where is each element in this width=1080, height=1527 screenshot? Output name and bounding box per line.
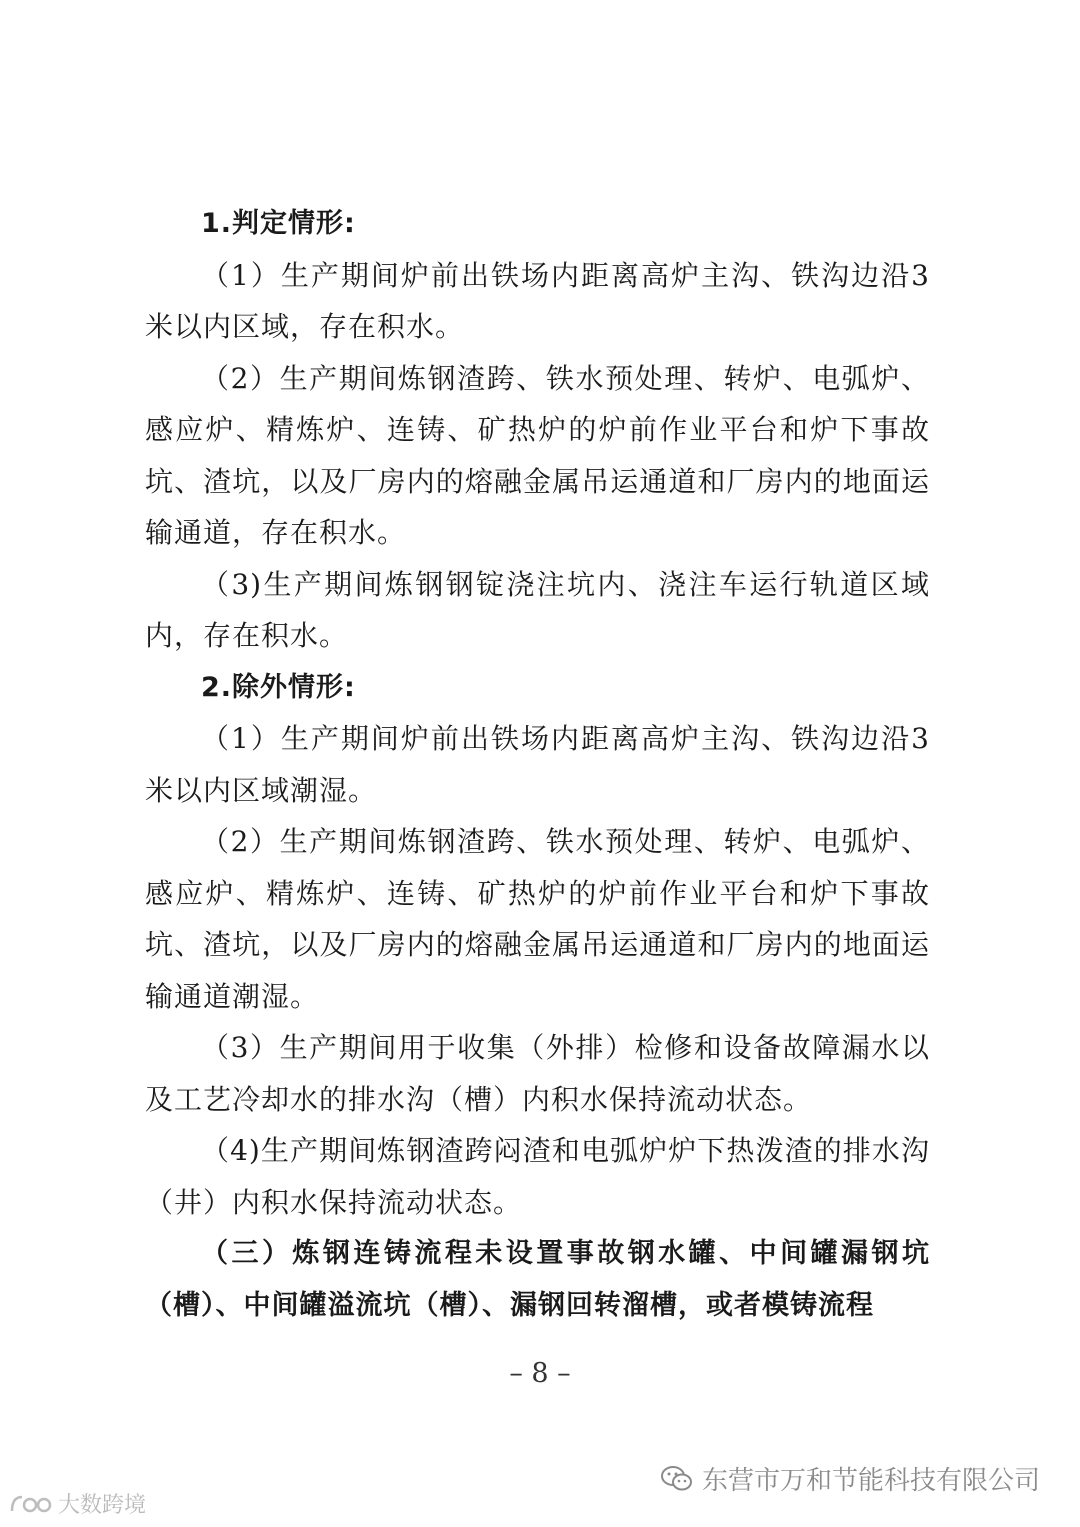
paragraph: （1）生产期间炉前出铁场内距离高炉主沟、铁沟边沿3米以内区域，存在积水。 (145, 258, 930, 343)
paragraph: （2）生产期间炼钢渣跨、铁水预处理、转炉、电弧炉、感应炉、精炼炉、连铸、矿热炉的炉前作业平台和炉下事故坑、渣坑，以及厂房内的熔融金属吊运通道和厂房内的地面运输通道潮湿。 (145, 825, 930, 1013)
paragraph: （4)生产期间炼钢渣跨闷渣和电弧炉炉下热泼渣的排水沟（井）内积水保持流动状态。 (145, 1134, 930, 1219)
paragraph: （1）生产期间炉前出铁场内距离高炉主沟、铁沟边沿3米以内区域潮湿。 (145, 722, 930, 807)
section-heading-exclusions: 2.除外情形: (201, 671, 356, 703)
watermark-company-text: 东营市万和节能科技有限公司 (701, 1466, 1040, 1496)
page-number: – 8 – (509, 1358, 571, 1389)
watermark-brand (8, 1488, 146, 1519)
wechat-icon (660, 1464, 694, 1494)
watermark-brand-text: 大数跨境 (58, 1493, 147, 1518)
section-heading-three: （三）炼钢连铸流程未设置事故钢水罐、中间罐漏钢坑（槽）、中间罐溢流坑（槽）、漏钢回转溜槽，或者模铸流程 (145, 1238, 930, 1321)
brand-logo-icon (8, 1491, 54, 1517)
paragraph: （2）生产期间炼钢渣跨、铁水预处理、转炉、电弧炉、感应炉、精炼炉、连铸、矿热炉的炉前作业平台和炉下事故坑、渣坑，以及厂房内的熔融金属吊运通道和厂房内的地面运输通道，存在积水。 (145, 361, 930, 549)
section-heading-criteria: 1.判定情形: (201, 208, 356, 239)
paragraph: （3)生产期间炼钢钢锭浇注坑内、浇注车运行轨道区域内，存在积水。 (145, 567, 930, 652)
document-body (145, 198, 930, 1331)
paragraph: （3）生产期间用于收集（外排）检修和设备故障漏水以及工艺冷却水的排水沟（槽）内积水保持流动状态。 (145, 1031, 930, 1116)
watermark-company (660, 1460, 1040, 1497)
